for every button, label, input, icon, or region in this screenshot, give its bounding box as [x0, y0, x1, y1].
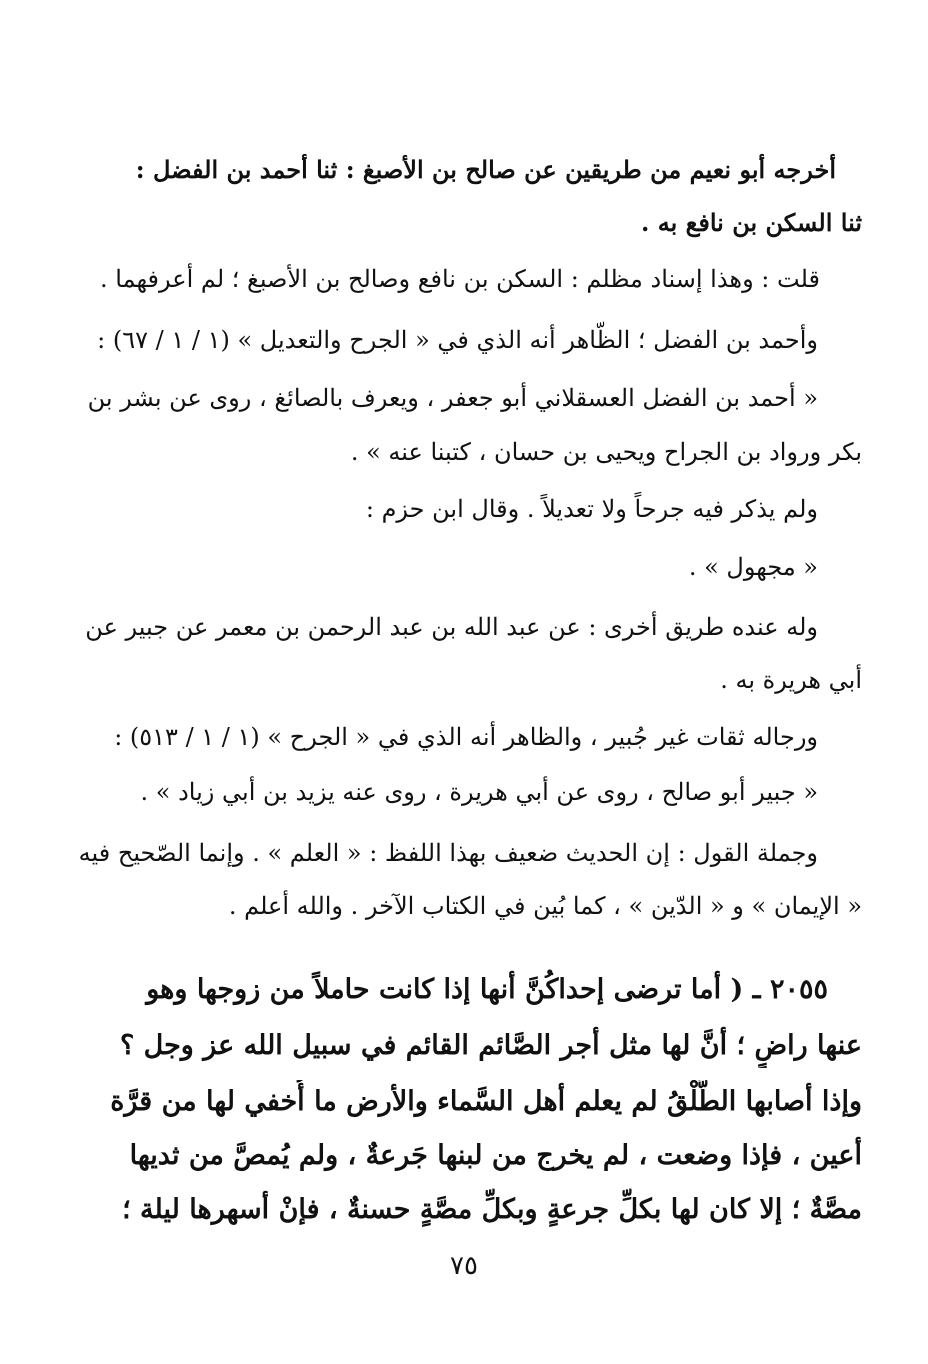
hadith-line: ٢٠٥٥ ـ ( أما ترضى إحداكُنَّ أنها إذا كانت حاملاً من زوجها وهو [146, 974, 828, 1005]
text-line: ثنا السكن بن نافع به . [640, 208, 862, 237]
text-line: قلت : وهذا إسناد مظلم : السكن بن نافع وصالح بن الأصبغ ؛ لم أعرفهما . [100, 265, 820, 293]
text-line: « أحمد بن الفضل العسقلاني أبو جعفر ، ويعرف بالصائغ ، روى عن بشر بن [87, 384, 818, 412]
text-line: « جبير أبو صالح ، روى عن أبي هريرة ، روى عنه يزيد بن أبي زياد » . [140, 778, 818, 806]
text-line: أخرجه أبو نعيم من طريقين عن صالح بن الأصبغ : ثنا أحمد بن الفضل : [135, 155, 836, 184]
text-line: بكر ورواد بن الجراح ويحيى بن حسان ، كتبنا عنه » . [350, 438, 862, 466]
text-line: وأحمد بن الفضل ؛ الظّاهر أنه الذي في « الجرح والتعديل » (١ / ١ / ٦٧) : [97, 326, 818, 354]
text-line: ولم يذكر فيه جرحاً ولا تعديلاً . وقال ابن حزم : [365, 495, 818, 523]
text-line: أبي هريرة به . [720, 666, 862, 694]
text-line: ورجاله ثقات غير جُبير ، والظاهر أنه الذي في « الجرح » (١ / ١ / ٥١٣) : [114, 723, 818, 751]
hadith-line: عنها راضٍ ؛ أنَّ لها مثل أجر الصَّائم القائم في سبيل الله عز وجل ؟ [119, 1030, 862, 1061]
text-line: « الإيمان » و « الدّين » ، كما بُين في الكتاب الآخر . والله أعلم . [228, 892, 862, 920]
text-line: وجملة القول : إن الحديث ضعيف بهذا اللفظ : « العلم » . وإنما الصّحيح فيه [78, 839, 818, 867]
page-number: ٧٥ [450, 1251, 478, 1281]
text-line: وله عنده طريق أخرى : عن عبد الله بن عبد الرحمن بن معمر عن جبير عن [85, 613, 818, 641]
text-line: « مجهول » . [688, 553, 818, 581]
hadith-line: مصَّةٌ ؛ إلا كان لها بكلِّ جرعةٍ وبكلِّ مصَّةٍ حسنةٌ ، فإنْ أسهرها ليلة ؛ [122, 1194, 862, 1225]
hadith-line: أعين ، فإذا وضعت ، لم يخرج من لبنها جَرعةٌ ، ولم يُمصَّ من ثديها [129, 1140, 862, 1171]
hadith-line: وإذا أصابها الطَّلْقُ لم يعلم أهل السَّماء والأرض ما أُخفي لها من قرَّة [110, 1086, 862, 1117]
